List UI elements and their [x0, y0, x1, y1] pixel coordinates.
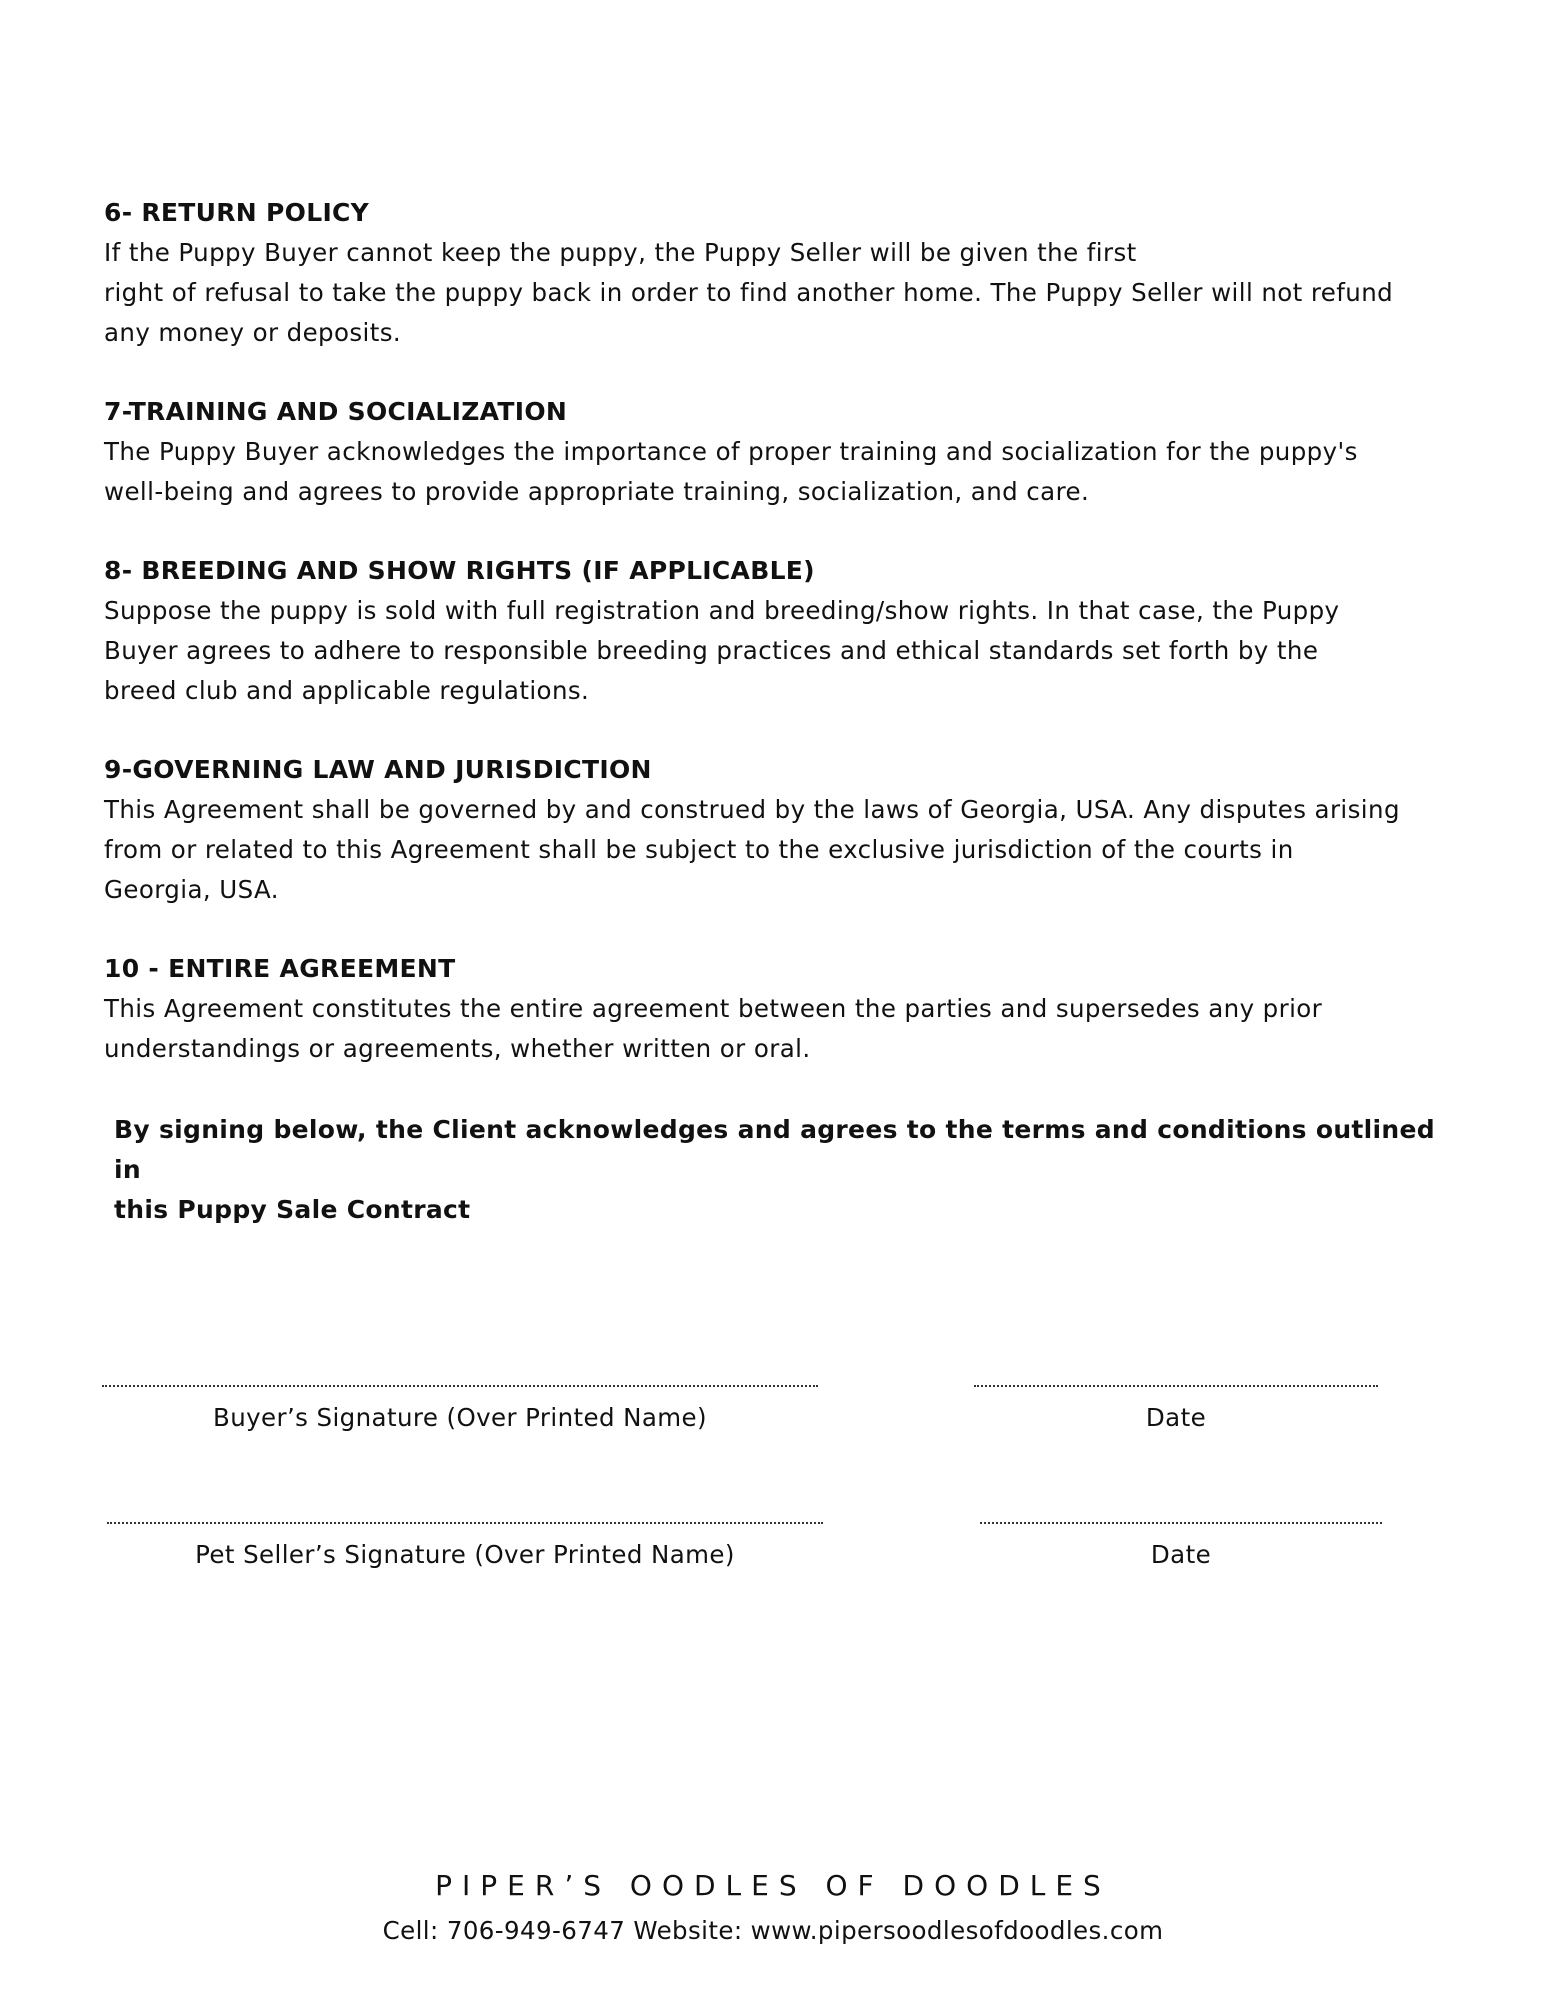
section-heading: 10 - ENTIRE AGREEMENT	[104, 954, 456, 983]
buyer-signature-line[interactable]	[102, 1385, 818, 1387]
section-heading: 7-TRAINING AND SOCIALIZATION	[104, 397, 568, 426]
buyer-signature-block	[102, 1385, 818, 1435]
section-return-policy	[104, 193, 1464, 353]
body-line: Buyer agrees to adhere to responsible breeding practices and ethical standards set forth by the	[104, 636, 1319, 665]
body-line: The Puppy Buyer acknowledges the importance of proper training and socialization for the puppy's	[104, 437, 1358, 466]
body-line: This Agreement constitutes the entire agreement between the parties and supersedes any prior	[104, 994, 1323, 1023]
acknowledgement-statement	[114, 1110, 1454, 1230]
seller-date-block	[980, 1522, 1382, 1572]
section-training-socialization	[104, 392, 1464, 512]
acknowledgement-line: this Puppy Sale Contract	[114, 1195, 471, 1224]
seller-signature-label: Pet Seller’s Signature (Over Printed Name)	[195, 1540, 735, 1569]
section-body	[104, 233, 1464, 353]
body-line: well-being and agrees to provide appropriate training, socialization, and care.	[104, 477, 1090, 506]
body-line: right of refusal to take the puppy back in order to find another home. The Puppy Seller will not refund	[104, 278, 1394, 307]
section-heading: 6- RETURN POLICY	[104, 198, 370, 227]
body-line: any money or deposits.	[104, 318, 402, 347]
buyer-signature-label: Buyer’s Signature (Over Printed Name)	[213, 1403, 707, 1432]
body-line: breed club and applicable regulations.	[104, 676, 590, 705]
footer-contact-info: Cell: 706-949-6747 Website: www.pipersoodlesofdoodles.com	[382, 1916, 1164, 1945]
section-body	[104, 989, 1464, 1069]
seller-signature-block	[107, 1522, 823, 1572]
body-line: from or related to this Agreement shall be subject to the exclusive jurisdiction of the courts in	[104, 835, 1294, 864]
section-heading: 9-GOVERNING LAW AND JURISDICTION	[104, 755, 652, 784]
seller-date-label: Date	[1150, 1540, 1212, 1569]
footer-brand-name: PIPER’S OODLES OF DOODLES	[435, 1869, 1111, 1902]
acknowledgement-line: By signing below, the Client acknowledges and agrees to the terms and conditions outlined in	[114, 1115, 1435, 1184]
section-body	[104, 432, 1464, 512]
body-line: If the Puppy Buyer cannot keep the puppy, the Puppy Seller will be given the first	[104, 238, 1137, 267]
section-breeding-show-rights	[104, 551, 1464, 711]
body-line: Georgia, USA.	[104, 875, 279, 904]
section-governing-law	[104, 750, 1464, 910]
seller-date-line[interactable]	[980, 1522, 1382, 1524]
section-heading: 8- BREEDING AND SHOW RIGHTS (IF APPLICABLE)	[104, 556, 815, 585]
buyer-date-block	[974, 1385, 1378, 1435]
body-line: understandings or agreements, whether written or oral.	[104, 1034, 811, 1063]
body-line: This Agreement shall be governed by and construed by the laws of Georgia, USA. Any disputes arising	[104, 795, 1400, 824]
contract-sections	[104, 193, 1464, 1108]
section-entire-agreement	[104, 949, 1464, 1069]
seller-signature-line[interactable]	[107, 1522, 823, 1524]
body-line: Suppose the puppy is sold with full registration and breeding/show rights. In that case, the Puppy	[104, 596, 1340, 625]
buyer-date-line[interactable]	[974, 1385, 1378, 1387]
section-body	[104, 591, 1464, 711]
buyer-date-label: Date	[1145, 1403, 1207, 1432]
section-body	[104, 790, 1464, 910]
